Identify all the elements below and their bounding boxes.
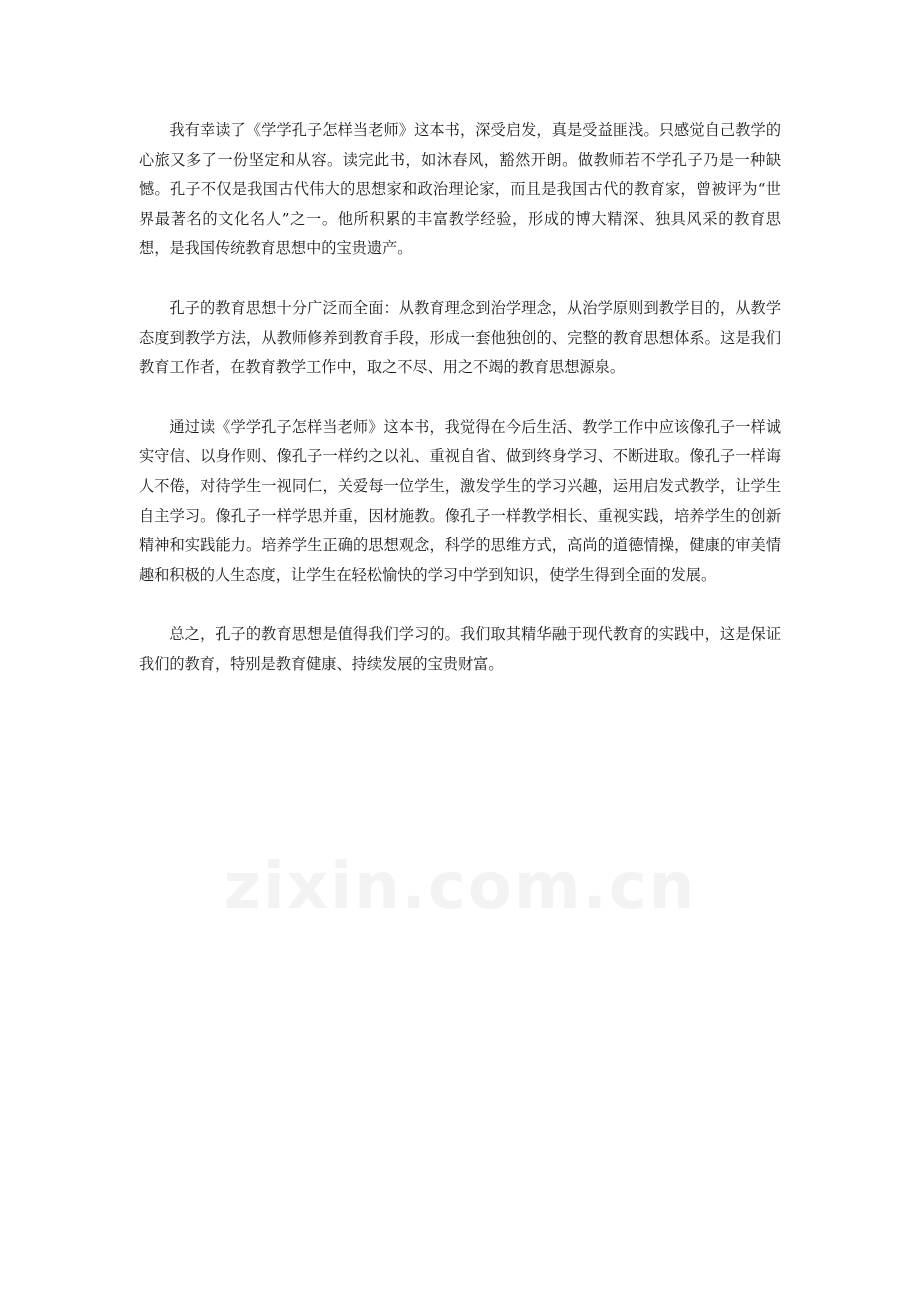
paragraph-2: 孔子的教育思想十分广泛而全面：从教育理念到治学理念，从治学原则到教学目的，从教学态度到教学方法，从教师修养到教育手段，形成一套他独创的、完整的教育思想体系。这是我们教育工作者，在教育教学工作中，取之不尽、用之不竭的教育思想源泉。	[139, 298, 781, 377]
document-body	[139, 116, 781, 710]
paragraph-1: 我有幸读了《学学孔子怎样当老师》这本书，深受启发，真是受益匪浅。只感觉自己教学的心旅又多了一份坚定和从容。读完此书，如沐春风，豁然开朗。做教师若不学孔子乃是一种缺憾。孔子不仅是我国古代伟大的思想家和政治理论家，而且是我国古代的教育家，曾被评为“世界最著名的文化名人”之一。他所积累的丰富教学经验，形成的博大精深、独具风采的教育思想，是我国传统教育思想中的宝贵遗产。	[139, 121, 781, 258]
paragraph-4: 总之，孔子的教育思想是值得我们学习的。我们取其精华融于现代教育的实践中，这是保证我们的教育，特别是教育健康、持续发展的宝贵财富。	[139, 625, 781, 673]
watermark: zixin.com.cn	[223, 850, 697, 924]
paragraph-3: 通过读《学学孔子怎样当老师》这本书，我觉得在今后生活、教学工作中应该像孔子一样诚实守信、以身作则、像孔子一样约之以礼、重视自省、做到终身学习、不断进取。像孔子一样诲人不倦，对待学生一视同仁，关爱每一位学生，激发学生的学习兴趣，运用启发式教学，让学生自主学习。像孔子一样学思并重，因材施教。像孔子一样教学相长、重视实践，培养学生的创新精神和实践能力。培养学生正确的思想观念，科学的思维方式，高尚的道德情操，健康的审美情趣和积极的人生态度，让学生在轻松愉快的学习中学到知识，使学生得到全面的发展。	[139, 417, 781, 584]
